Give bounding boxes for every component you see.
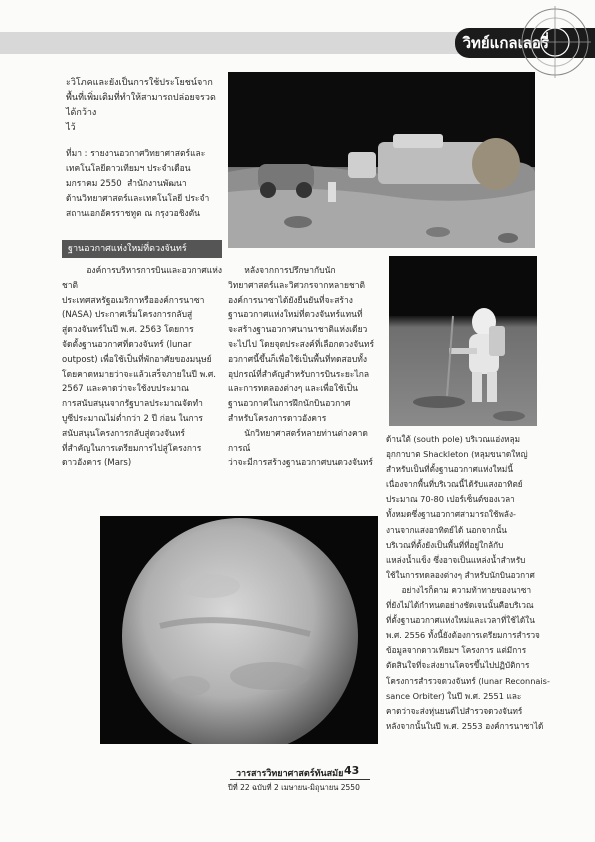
footer-issue: ปีที่ 22 ฉบับที่ 2 เมษายน-มิถุนายน 2550 [228, 783, 360, 792]
page-number: 43 [344, 764, 360, 777]
mars-photo [100, 516, 378, 744]
image-caption: ที่มา : รายงานอวกาศวิทยาศาสตร์และ เทคโนโลยีดาวเทียมฯ ประจำเดือน มกราคม 2550 สำนักงานพัฒนา ด้านวิทยาศาสตร์และเทคโนโลยี ประจำ สถานเอกอัครราชทูต ณ กรุงวอชิงตัน [66, 149, 210, 219]
astronaut-photo [389, 256, 537, 426]
left-column-text: องค์การบริหารการบินและอวกาศแห่งชาติ ประเทศสหรัฐอเมริกาหรือองค์การนาซา (NASA) ประกาศเริ่มโครงการกลับสู่ สู่ดวงจันทร์ในปี พ.ศ. 2563 โดยการ จัดตั้งฐานอวกาศที่ดวงจันทร์ (lunar outpost) เพื่อใช้เป็นที่พักอาศัยของมนุษย์ โดยคาดหมายว่าจะแล้วเสร็จภายในปี พ.ศ. 2567 และคาดว่าจะใช้งบประมาณ การสนับสนุนจากรัฐบาลประมาณจัดทำ บูซีประมาณไม่ต่ำกว่า 2 ปี ก่อน ในการ สนับสนุนโครงการกลับสู่ดวงจันทร์ ที่สำคัญในการเตรียมการไปสู่โครงการ ดาวอังคาร (Mars) [62, 266, 223, 469]
section-heading: ฐานอวกาศแห่งใหม่ที่ดวงจันทร์ [62, 240, 222, 258]
middle-column-text: หลังจากการปรึกษากับนัก วิทยาศาสตร์และวิศวกรจากหลายชาติ องค์การนาซาได้ยังยืนยันที่จะสร้าง ฐานอวกาศแห่งใหม่ที่ดวงจันทร์แทนที่ จะสร้างฐานอวกาศนานาชาติแห่งเดียว จะไปไป โดยจุดประสงค์ที่เลือกดวงจันทร์ อวกาศนี้ขึ้นก็เพื่อใช้เป็นพื้นที่ทดสอบทั้ง อุปกรณ์ที่สำคัญสำหรับการบินระยะไกล และการทดลองต่างๆ และเพื่อใช้เป็น ฐานอวกาศในการฝึกนักบินอวกาศ สำหรับโครงการดาวอังคาร นักวิทยาศาสตร์หลายท่านต่างคาดการณ์ ว่าจะมีการสร้างฐานอวกาศบนดวงจันทร์ [228, 266, 375, 469]
right-column-text: ด้านใต้ (south pole) บริเวณแอ่งหลุม อุกกาบาต Shackleton (หลุมขนาดใหญ่ สำหรับเป็นที่ตั้งฐานอวกาศแห่งใหม่นี้ เนื่องจากพื้นที่บริเวณนี้ได้รับแสงอาทิตย์ ประมาณ 70-80 เปอร์เซ็นต์ของเวลา ทั้งหมดซึ่งฐานอวกาศสามารถใช้พลัง- งานจากแสงอาทิตย์ได้ นอกจากนั้น บริเวณที่ตั้งยังเป็นพื้นที่ที่อยู่ใกล้กับ แหล่งน้ำแข็ง ซึ่งอาจเป็นแหล่งน้ำสำหรับ ใช้ในการทดลองต่างๆ สำหรับนักบินอวกาศ อย่างไรก็ตาม ความท้าทายของนาซา ที่ยังไม่ได้กำหนดอย่างชัดเจนนั้นคือบริเวณ ที่ตั้งฐานอวกาศแห่งใหม่และเวลาที่ใช้ได้ใน พ.ศ. 2556 ทั้งนี้ยังต้องการเตรียมการสำรวจ ข้อมูลจากดาวเทียมฯ โครงการ แต่มีการ ตัดสินใจที่จะส่งยานโคจรขึ้นไปปฏิบัติการ โครงการสำรวจดวงจันทร์ (lunar Reconnais- sance Orbiter) ในปี พ.ศ. 2551 และ คาดว่าจะส่งหุ่นยนต์ไปสำรวจดวงจันทร์ หลังจากนั้นในปี พ.ศ. 2553 องค์การนาซาได้ [386, 434, 550, 731]
target-rings-icon [519, 6, 591, 78]
intro-text: ะวิโภคและยังเป็นการใช้ประโยชน์จาก พื้นที่เพิ่มเติมที่ทำให้สามารถปล่อยจรวดได้กว้าง ไว้ [66, 78, 216, 133]
footer-rule [230, 779, 370, 780]
section-title: วิทย์แกลเลอรี่ [462, 34, 549, 52]
footer-journal-title: วารสารวิทยาศาสตร์ทันสมัย [236, 769, 344, 779]
lunar-base-illustration [228, 72, 535, 248]
